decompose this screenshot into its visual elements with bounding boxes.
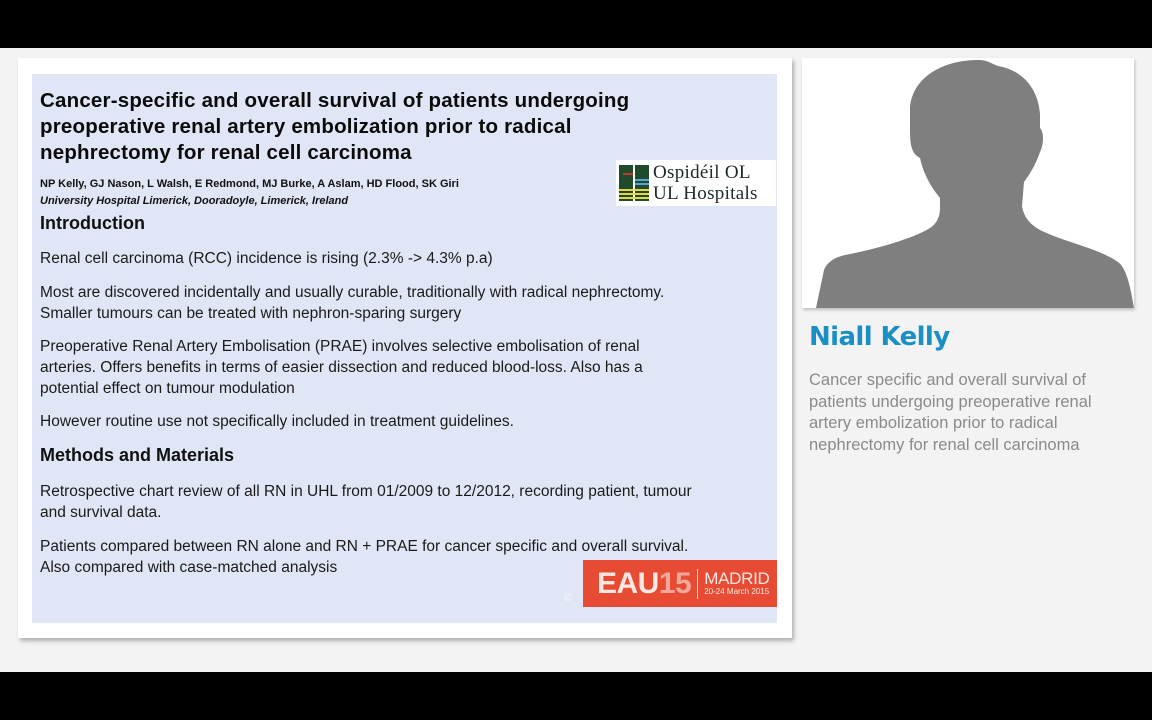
presentation-slide [32,74,777,623]
methods-paragraph: Patients compared between RN alone and RN + PRAE for cancer specific and overall survival. Also compared with case-matched analysis [40,538,689,576]
speaker-name: Niall Kelly [809,322,950,352]
hospital-logo-icon [619,165,651,201]
intro-paragraph: Renal cell carcinoma (RCC) incidence is rising (2.3% -> 4.3% p.a) [40,250,493,267]
slide-title [40,88,760,166]
slide-affiliation: University Hospital Limerick, Dooradoyle, Limerick, Ireland [40,195,349,207]
intro-paragraph: Most are discovered incidentally and usually curable, traditionally with radical nephrectomy. Smaller tumours can be treated with nephron-sparing surgery [40,284,665,322]
hospital-logo-text: Ospidéil OL UL Hospitals [653,162,758,204]
slide-title-line: Cancer-specific and overall survival of patients undergoing [40,89,630,112]
badge-city: MADRID [704,569,770,588]
hospital-logo [616,160,776,206]
slide-authors: NP Kelly, GJ Nason, L Walsh, E Redmond, MJ Burke, A Aslam, HD Flood, SK Giri [40,178,459,190]
badge-divider [697,569,698,599]
eau15-madrid-badge [583,560,777,607]
person-silhouette-icon [802,58,1134,308]
speaker-avatar [802,58,1134,308]
intro-paragraph: Preoperative Renal Artery Embolisation (PRAE) involves selective embolisation of renal arteries. Offers benefits in terms of easier dissection and reduced blood-loss. Also has a potential effect on tumour modulation [40,338,643,397]
copyright-mark: © [564,592,573,604]
slide-frame [18,58,792,638]
intro-paragraph: However routine use not specifically included in treatment guidelines. [40,413,514,430]
slide-title-line: nephrectomy for renal cell carcinoma [40,141,412,164]
eau-logo: EAU15 [597,566,692,600]
slide-title-line: preoperative renal artery embolization prior to radical [40,115,572,138]
badge-dates: 20-24 March 2015 [704,587,770,596]
speaker-talk-title: Cancer specific and overall survival of patients undergoing preoperative renal artery embolization prior to radical nephrectomy for renal cell carcinoma [809,371,1092,454]
section-heading-introduction: Introduction [40,213,145,233]
methods-paragraph: Retrospective chart review of all RN in UHL from 01/2009 to 12/2012, recording patient, tumour and survival data. [40,483,692,521]
section-heading-methods: Methods and Materials [40,445,235,465]
player-stage [0,48,1152,672]
